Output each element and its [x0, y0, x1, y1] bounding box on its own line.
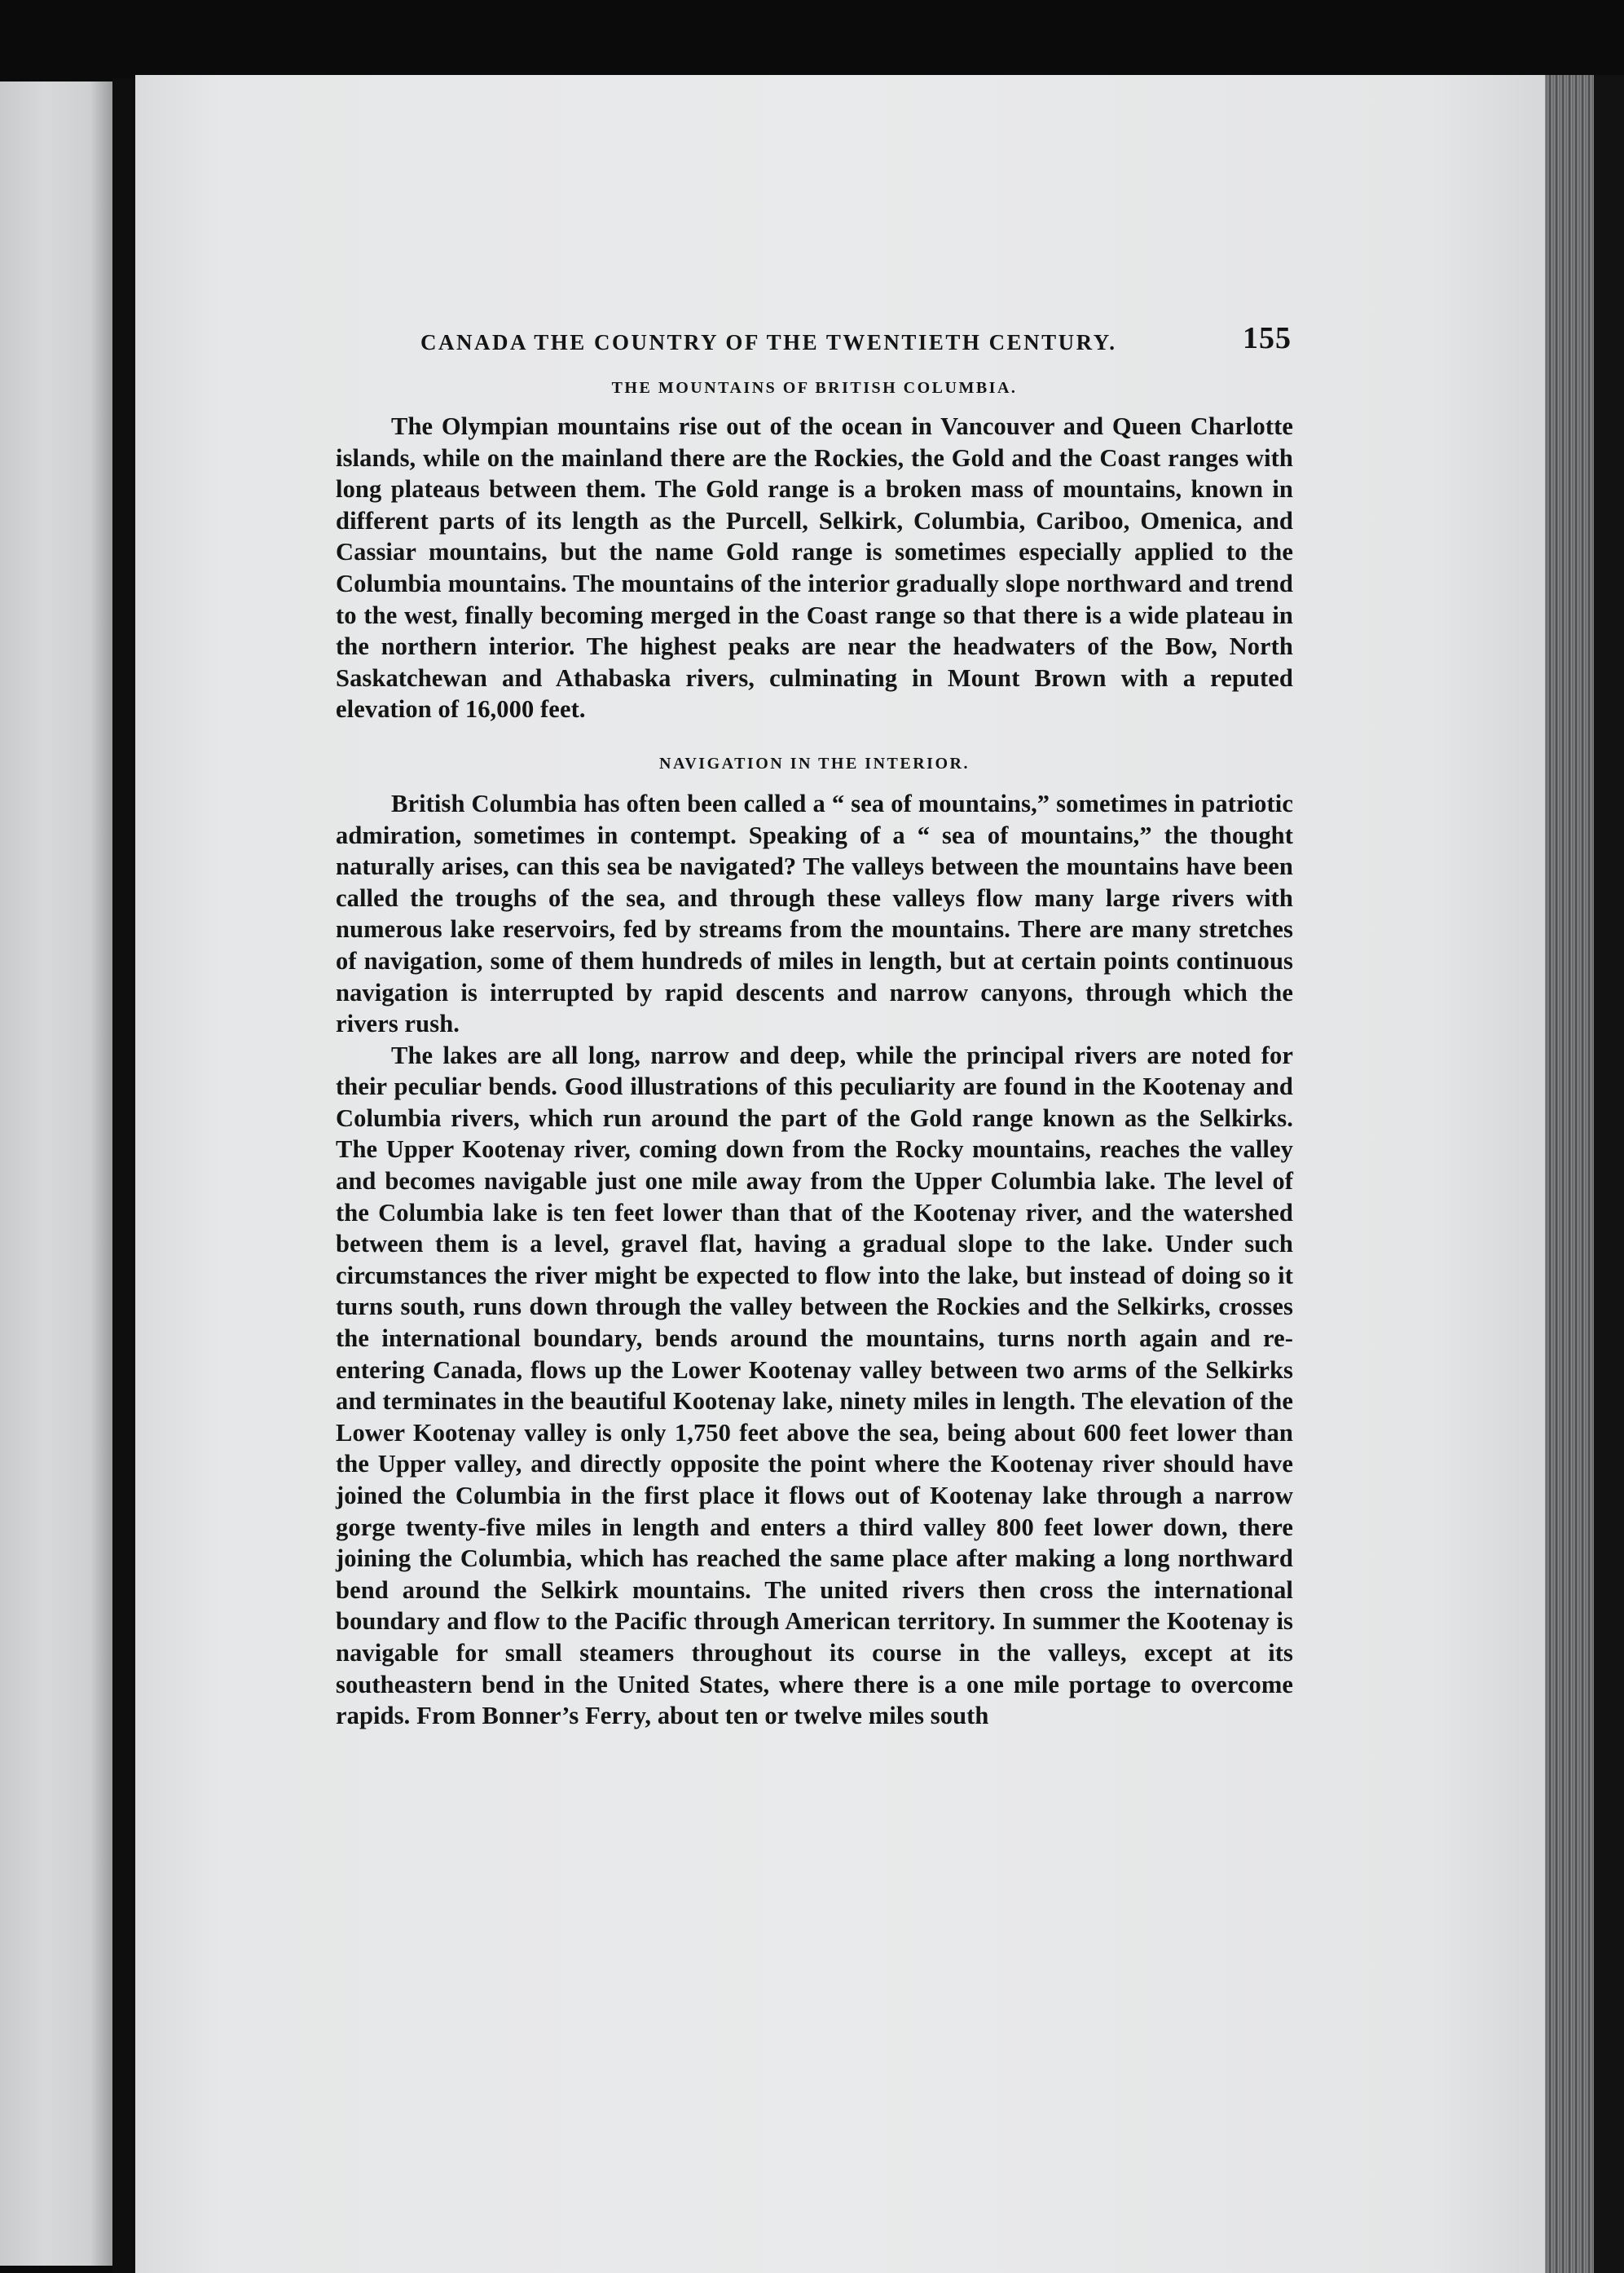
scan-border: [1594, 75, 1624, 2273]
paragraph-navigation-1: British Columbia has often been called a “ sea of mountains,” sometimes in patriotic admiration, sometimes in contempt. Speaking of a “ sea of mountains,” the thought naturally arises, can this sea be navigated? The valleys between the mountains have been called the troughs of the sea, and through these valleys flow many large rivers with numerous lake reservoirs, fed by streams from the mountains. There are many stretches of navigation, some of them hundreds of miles in length, but at certain points continuous navigation is interrupted by rapid descents and narrow canyons, through which the rivers rush.: [336, 789, 1293, 1038]
previous-page-edge: [0, 81, 112, 2266]
page-content: [336, 314, 1293, 1732]
running-head-title: CANADA THE COUNTRY OF THE TWENTIETH CENTURY.: [420, 330, 1117, 355]
section-heading-navigation: NAVIGATION IN THE INTERIOR.: [659, 754, 970, 773]
paragraph-mountains: The Olympian mountains rise out of the ocean in Vancouver and Queen Charlotte islands, while on the mainland there are the Rockies, the Gold and the Coast ranges with long plateaus between them. The Gold range is a broken mass of mountains, known in different parts of its length as the Purcell, Selkirk, Columbia, Cariboo, Omenica, and Cassiar mountains, but the name Gold range is sometimes especially applied to the Columbia mountains. The mountains of the interior gradually slope northward and trend to the west, finally becoming merged in the Coast range so that there is a wide plateau in the northern interior. The highest peaks are near the headwaters of the Bow, North Saskatchewan and Athabaska rivers, culminating in Mount Brown with a reputed elevation of 16,000 feet.: [336, 412, 1293, 724]
section-heading-mountains: THE MOUNTAINS OF BRITISH COLUMBIA.: [611, 379, 1018, 397]
page-number: 155: [1243, 321, 1292, 355]
paragraph-navigation-2: The lakes are all long, narrow and deep, while the principal rivers are noted for their peculiar bends. Good illustrations of this peculiarity are found in the Kootenay and Columbia rivers, which run around the part of the Gold range known as the Selkirks. The Upper Kootenay river, coming down from the Rocky mountains, reaches the valley and becomes navigable just one mile away from the Upper Columbia lake. The level of the Columbia lake is ten feet lower than that of the Kootenay river, and the watershed between them is a level, gravel flat, having a gradual slope to the lake. Under such circumstances the river might be expected to flow into the lake, but instead of doing so it turns south, runs down through the valley between the Rockies and the Selkirks, crosses the international boundary, bends around the mountains, turns north again and re-entering Canada, flows up the Lower Kootenay valley between two arms of the Selkirks and terminates in the beautiful Kootenay lake, ninety miles in length. The elevation of the Lower Kootenay valley is only 1,750 feet above the sea, being about 600 feet lower than the Upper valley, and directly opposite the point where the Kootenay river should have joined the Columbia in the first place it flows out of Kootenay lake through a narrow gorge twenty-five miles in length and enters a third valley 800 feet lower down, there joining the Columbia, which has reached the same place after making a long northward bend around the Selkirk mountains. The united rivers then cross the international boundary and flow to the Pacific through American territory. In summer the Kootenay is navigable for small steamers throughout its course in the valleys, except at its southeastern bend in the United States, where there is a one mile portage to overcome rapids. From Bonner’s Ferry, about ten or twelve miles south: [336, 1041, 1293, 1730]
book-gutter: [112, 78, 135, 2273]
running-head: [336, 314, 1293, 363]
page-stack-edge: [1545, 75, 1594, 2273]
